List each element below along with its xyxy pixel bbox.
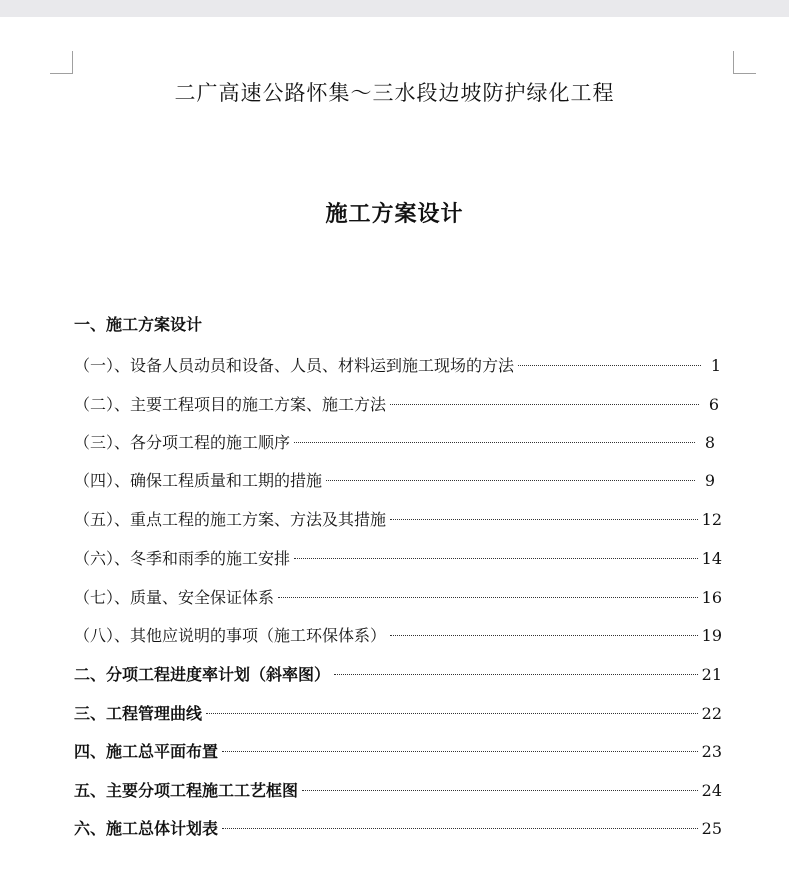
toc-entry[interactable] [74,701,722,725]
toc-entry-label: （六）、冬季和雨季的施工安排 [74,549,291,568]
toc-entry-page: 9 [704,471,715,490]
toc-dot-leader [222,751,698,752]
toc-dot-leader [390,635,698,636]
toc-entry-page: 19 [701,626,722,645]
toc-dot-leader [294,442,695,443]
toc-entry[interactable] [74,546,722,570]
toc-entry-page: 14 [701,549,722,568]
toc-entry-label: （四）、确保工程质量和工期的措施 [74,471,323,490]
toc-entry[interactable] [74,816,722,840]
toc-entry-label: 六、施工总体计划表 [74,819,219,838]
toc-entry-label: 三、工程管理曲线 [74,704,203,723]
document-subtitle: 施工方案设计 [325,202,464,227]
toc-entry-label: （二）、主要工程项目的施工方案、施工方法 [74,395,387,414]
toc-entry-page: 1 [710,356,721,375]
toc-entry[interactable] [74,468,715,492]
toc-dot-leader [390,519,698,520]
toc-entry-page: 8 [704,433,715,452]
toc-entry[interactable] [74,585,722,609]
toc-entry-page: 16 [701,588,722,607]
toc-entry-page: 22 [701,704,722,723]
toc-dot-leader [302,790,698,791]
toc-entry[interactable] [74,778,722,802]
toc-entry-page: 21 [701,665,722,684]
toc-dot-leader [222,828,698,829]
toc-dot-leader [294,558,698,559]
toc-dot-leader [278,597,698,598]
toc-section-heading: 一、施工方案设计 [74,315,203,334]
toc-entry-label: 二、分项工程进度率计划（斜率图） [74,665,331,684]
toc-entry-page: 12 [701,510,722,529]
toc-entry[interactable] [74,353,721,377]
toc-entry[interactable] [74,739,722,763]
page-corner-mark-top-left [50,51,73,74]
page-corner-mark-top-right [733,51,756,74]
toc-entry-page: 24 [701,781,722,800]
toc-entry-label: （一）、设备人员动员和设备、人员、材料运到施工现场的方法 [74,356,515,375]
toc-entry-label: 五、主要分项工程施工工艺框图 [74,781,299,800]
toc-dot-leader [518,365,701,366]
toc-entry-page: 6 [708,395,719,414]
toc-entry-label: 四、施工总平面布置 [74,742,219,761]
toc-dot-leader [206,713,698,714]
toc-entry-page: 25 [701,819,722,838]
toc-entry-label: （三）、各分项工程的施工顺序 [74,433,291,452]
toc-dot-leader [390,404,699,405]
toc-entry[interactable] [74,430,715,454]
toc-dot-leader [334,674,698,675]
toc-entry[interactable] [74,623,722,647]
document-page [0,17,789,880]
toc-entry-page: 23 [701,742,722,761]
toc-entry-label: （五）、重点工程的施工方案、方法及其措施 [74,510,387,529]
toc-entry[interactable] [74,662,722,686]
document-title: 二广高速公路怀集～三水段边坡防护绿化工程 [174,81,615,105]
toc-dot-leader [326,480,695,481]
toc-entry-label: （七）、质量、安全保证体系 [74,588,275,607]
toc-entry[interactable] [74,392,719,416]
toc-entry-label: （八）、其他应说明的事项（施工环保体系） [74,626,387,645]
toc-entry[interactable] [74,507,722,531]
